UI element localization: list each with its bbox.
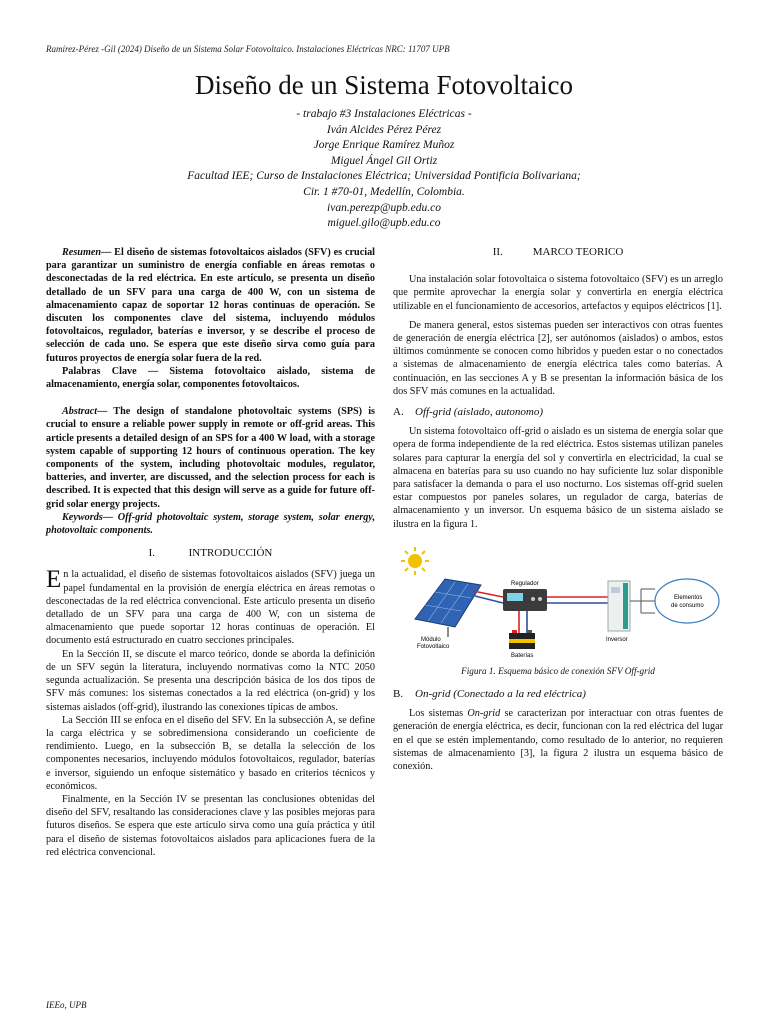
body-paragraph: Un sistema fotovoltaico off-grid o aislado es un sistema de energía solar que opera de forma independiente de la red eléctrica. Estos sistemas utilizan paneles solares para capturar la energía del sol y convertirla en electricidad, la cual se almacena en baterías para su uso cuando no hay suficiente luz solar disponible para satisfacer la demanda o para el uso nocturno. Los sistemas off-grid suelen estar compuestos por paneles solares, un regulador de carga, baterías de almacenamiento y un inversor. Un esquema básico de un sistema aislado se ilustra en la figura 1. [393,426,723,530]
battery-icon [509,630,535,649]
affiliation: Facultad IEE; Curso de Instalaciones Eléctrica; Universidad Pontificia Bolivariana; [187,170,581,183]
section-title: INTRODUCCIÓN [188,547,273,560]
figure-caption: Figura 1. Esquema básico de conexión SFV Off-grid [461,665,655,676]
subsection-title: On-grid (Conectado a la red eléctrica) [415,688,586,701]
author-block [0,107,768,232]
subsection-heading-on-grid [393,688,723,701]
p4-start: Los sistemas [409,708,468,720]
label-inversor: Inversor [606,636,628,643]
p4-end: se caracterizan por interactuar con otras fuentes de generación de energía eléctrica, es decir, funcionan con la red eléctrica del lugar en el que se estén implementando, como resultado de lo anterior, no requieren sistemas de almacenamiento [3], la figura 2 ilustra un esquema básico de conexión. [393,708,723,773]
off-grid-schematic [393,541,723,661]
address: Cir. 1 #70-01, Medellín, Colombia. [303,185,465,198]
drop-cap: E [46,566,62,594]
subsection-number: A. [393,406,404,419]
right-column [393,246,723,773]
label-elementos: Elementos [674,594,703,601]
label-modulo: Módulo [421,636,441,643]
subtitle: - trabajo #3 Instalaciones Eléctricas - [296,108,472,120]
keywords [46,511,375,537]
paper-title: Diseño de un Sistema Fotovoltaico [195,70,573,100]
label-de-consumo: de consumo [671,602,704,609]
body-paragraph: De manera general, estos sistemas pueden ser interactivos con otras fuentes de generación de energía eléctrica [2], ser autónomos (aislados) o ambos, estos últimos comúnmente se conocen como híbridos y pueden estar o no conectados a sistemas de almacenamiento de energía eléctrica tales como baterías. A continuación, en las secciones A y B se presentan la información básica de los dos SFV más comunes en la actualidad. [393,319,723,397]
author-name: Iván Alcides Pérez Pérez [326,123,442,136]
abstract [46,405,375,511]
solar-panel-icon [415,579,481,637]
intro-paragraph: La Sección III se enfoca en el diseño del SFV. En la subsección A, se define la carga eléctrica y se sobredimensiona considerando un coeficiente de rendimiento. Luego, en la subsección B, se detalla la selección de los componentes necesarios, incluyendo módulos fotovoltaicos, regulador, baterías e inversor, siguiendo un enfoque sistemático y basado en criterios técnicos y económicos. [46,714,375,792]
section-number: II. [492,246,503,258]
section-heading-introduccion [46,547,375,560]
label-baterias: Baterías [511,652,534,659]
subsection-title: Off-grid (aislado, autonomo) [415,406,544,419]
resumen-lead: Resumen [62,247,102,258]
sun-icon [401,547,429,575]
p4-emphasis: On-grid [467,708,501,720]
intro-paragraph [46,568,375,647]
intro-p1: n la actualidad, el diseño de sistemas fotovoltaicos aislados (SFV) juega un papel fundamental en la provisión de energía eléctrica en áreas remotas o desconectadas de la red eléctrica convencional. Este artículo presenta un diseño detallado de un SFV para una carga de 400 W, con un sistema de almacenamiento que puede soportar 12 horas continuas de operación. El documento está estructurado en cuatro secciones principales. [46,569,375,647]
inverter-icon [608,581,630,631]
intro-paragraph: En la Sección II, se discute el marco teórico, donde se aborda la definición de un SFV según la literatura, incluyendo normativas como la NTC 2050 segunda actualización. Se presenta una descripción básica de los dos tipos de SFV más comunes: los sistemas conectados a la red eléctrica (on-grid) y los sistemas aislados (off-grid), ilustrando las conexiones típicas de ambos. [46,648,375,713]
author-name: Jorge Enrique Ramírez Muñoz [313,139,455,152]
email: miguel.gilo@upb.edu.co [327,217,441,230]
abstract-text: — The design of standalone photovoltaic systems (SPS) is crucial to ensure a reliable power supply in remote or off-grid areas. This article presents a detailed design of an SPS for a 400 W load, with a storage system capable of supporting 12 hours of continuous operation. The key components of the system, including photovoltaic modules, regulator, batteries, and inverter, are discussed, and the selection process for each is described. It is expected that this design will serve as a guide for future off-grid solar energy projects. [46,406,375,510]
regulator-icon [503,589,547,611]
resumen-text: — El diseño de sistemas fotovoltaicos aislados (SFV) es crucial para garantizar un suministro de energía confiable en áreas remotas o desconectadas de la red eléctrica. En este artículo, se presenta un diseño detallado de un SFV para una carga de 400 W, con un sistema de almacenamiento capaz de soportar 12 horas continuas de operación. Se discuten los componentes clave del sistema, incluyendo módulos fotovoltaicos, regulador, baterías e inversor, y se describe el proceso de selección de cada uno. Se espera que este diseño sirva como guía para futuros proyectos de energía solar fuera de la red. [46,247,375,364]
label-fotovoltaico: Fotovoltaico [417,643,450,650]
keywords-text: — Off-grid photovoltaic system, storage system, solar energy, photovoltaic components. [46,511,375,537]
running-head: Ramírez-Pérez -Gil (2024) Diseño de un Sistema Solar Fotovoltaico. Instalaciones Eléctricas NRC: 11707 UPB [46,44,450,54]
section-heading-marco-teorico [393,246,723,259]
page-footer: IEEo, UPB [46,1000,87,1010]
keywords-lead: Keywords [62,511,103,523]
section-title: MARCO TEORICO [532,246,624,258]
subsection-heading-off-grid [393,406,723,419]
left-column [46,246,375,859]
abstract-lead: Abstract [62,406,98,418]
intro-paragraph: Finalmente, en la Sección IV se presentan las conclusiones obtenidas del diseño del SFV, resaltando las consideraciones clave y las posibles mejoras para futuros diseños. Se espera que este artículo sirva como una guía práctica y útil para el diseño de sistemas fotovoltaicos aislados para aplicaciones fuera de la red eléctrica convencional. [46,793,375,858]
section-number: I. [148,547,156,560]
author-name: Miguel Ángel Gil Ortiz [330,154,438,167]
body-paragraph: Una instalación solar fotovoltaica o sistema fotovoltaico (SFV) es un arreglo que permite aprovechar la energía solar y convertirla en energía eléctrica utilizable en el funcionamiento de accesorios, artefactos y equipos eléctricos [1]. [393,274,723,312]
email: ivan.perezp@upb.edu.co [327,201,441,214]
load-elements-icon [655,579,719,623]
palabras-clave: Palabras Clave — Sistema fotovoltaico aislado, sistema de almacenamiento, energía solar, componentes fotovoltaicos. [46,365,375,391]
resumen [46,246,375,365]
body-paragraph [393,707,723,773]
figure-off-grid-diagram [393,541,723,661]
label-regulador: Regulador [511,580,539,587]
subsection-number: B. [393,688,404,701]
